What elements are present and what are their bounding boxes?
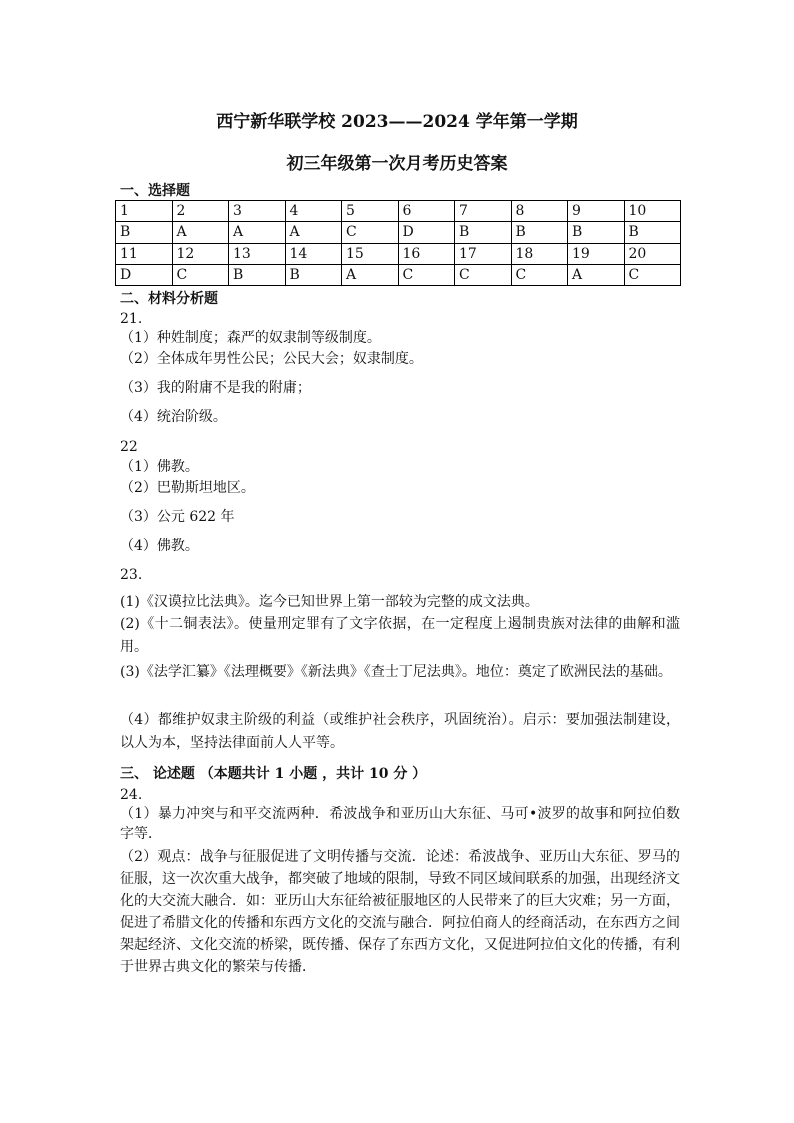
page-title: 西宁新华联学校 2023——2024 学年第一学期: [216, 112, 578, 132]
question-number-cell: 14: [285, 243, 342, 264]
answer-21-4: （4）统治阶级。: [120, 409, 227, 425]
answer-22-4: （4）佛教。: [120, 538, 199, 554]
question-number-cell: 10: [624, 201, 681, 222]
answer-24-2: （2）观点：战争与征服促进了文明传播与交流．论述：希波战争、亚历山大东征、罗马的征服，这一次次重大战争，都突破了地域的限制，导致不同区域间联系的加强，出现经济文化的大交流大融合．如：亚历山大东征给被征服地区的人民带来了的巨大灾难；另一方面，促进了希腊文化的传播和东西方文化的交流与融合．阿拉伯商人的经商活动，在东西方之间架起经济、文化交流的桥梁，既传播、保存了东西方文化，又促进阿拉伯文化的传播，有利于世界古典文化的繁荣与传播．: [120, 849, 680, 975]
answer-cell: D: [398, 222, 455, 243]
answer-cell: A: [172, 222, 229, 243]
table-row-answers: [116, 264, 681, 285]
question-number-cell: 9: [568, 201, 625, 222]
page-subtitle: 初三年级第一次月考历史答案: [286, 154, 508, 174]
answer-cell: B: [568, 222, 625, 243]
answer-23-2: (2)《十二铜表法》。使量刑定罪有了文字依据，在一定程度上遏制贵族对法律的曲解和滥用。: [120, 616, 680, 655]
answer-24-1: （1）暴力冲突与和平交流两种．希波战争和亚历山大东征、马可•波罗的故事和阿拉伯数字等．: [120, 806, 680, 842]
question-number-23: 23.: [120, 567, 143, 583]
answer-23-4: （4）都维护奴隶主阶级的利益（或维护社会秩序，巩固统治）。启示：要加强法制建设，以人为本，坚持法律面前人人平等。: [120, 712, 680, 751]
question-number-21: 21.: [120, 311, 143, 327]
question-number-cell: 3: [229, 201, 286, 222]
question-number-cell: 8: [511, 201, 568, 222]
answer-cell: C: [342, 222, 399, 243]
question-number-cell: 13: [229, 243, 286, 264]
answer-cell: A: [568, 264, 625, 285]
answer-22-2: （2）巴勒斯坦地区。: [120, 480, 255, 496]
answer-23-1: (1)《汉谟拉比法典》。迄今已知世界上第一部较为完整的成文法典。: [120, 594, 539, 610]
answer-cell: B: [285, 264, 342, 285]
answer-cell: C: [624, 264, 681, 285]
table-row-question-numbers: [116, 201, 681, 222]
answer-22-1: （1）佛教。: [120, 459, 199, 475]
question-number-cell: 16: [398, 243, 455, 264]
question-number-cell: 7: [455, 201, 512, 222]
question-number-cell: 20: [624, 243, 681, 264]
question-number-24: 24.: [120, 787, 143, 803]
answer-cell: B: [229, 264, 286, 285]
question-number-cell: 18: [511, 243, 568, 264]
answer-22-3: （3）公元 622 年: [120, 509, 235, 525]
answer-21-3: （3）我的附庸不是我的附庸；: [120, 380, 311, 396]
answer-cell: C: [398, 264, 455, 285]
question-number-cell: 6: [398, 201, 455, 222]
question-number-cell: 4: [285, 201, 342, 222]
answer-cell: C: [172, 264, 229, 285]
answer-cell: A: [285, 222, 342, 243]
table-row-question-numbers: [116, 243, 681, 264]
answer-cell: B: [511, 222, 568, 243]
answer-cell: C: [455, 264, 512, 285]
question-number-cell: 19: [568, 243, 625, 264]
question-number-cell: 12: [172, 243, 229, 264]
question-number-cell: 2: [172, 201, 229, 222]
answer-21-2: （2）全体成年男性公民；公民大会；奴隶制度。: [120, 351, 423, 367]
answer-cell: B: [455, 222, 512, 243]
table-row-answers: [116, 222, 681, 243]
section-heading-essay: 三、 论述题 （本题共计 1 小题 ，共计 10 分 ）: [120, 766, 427, 782]
answer-cell: D: [116, 264, 173, 285]
answer-23-3: (3)《法学汇纂》《法理概要》《新法典》《查士丁尼法典》。地位：奠定了欧洲民法的基础。: [120, 664, 672, 680]
question-number-cell: 1: [116, 201, 173, 222]
question-number-cell: 15: [342, 243, 399, 264]
answer-cell: A: [342, 264, 399, 285]
answer-cell: A: [229, 222, 286, 243]
choice-answer-table: [115, 200, 681, 286]
question-number-22: 22: [120, 439, 138, 455]
answer-21-1: （1）种姓制度；森严的奴隶制等级制度。: [120, 330, 381, 346]
question-number-cell: 11: [116, 243, 173, 264]
answer-cell: B: [116, 222, 173, 243]
question-number-cell: 5: [342, 201, 399, 222]
section-heading-material: 二、材料分析题: [120, 291, 218, 307]
answer-cell: B: [624, 222, 681, 243]
section-heading-choice: 一、选择题: [120, 183, 190, 199]
answer-cell: C: [511, 264, 568, 285]
question-number-cell: 17: [455, 243, 512, 264]
